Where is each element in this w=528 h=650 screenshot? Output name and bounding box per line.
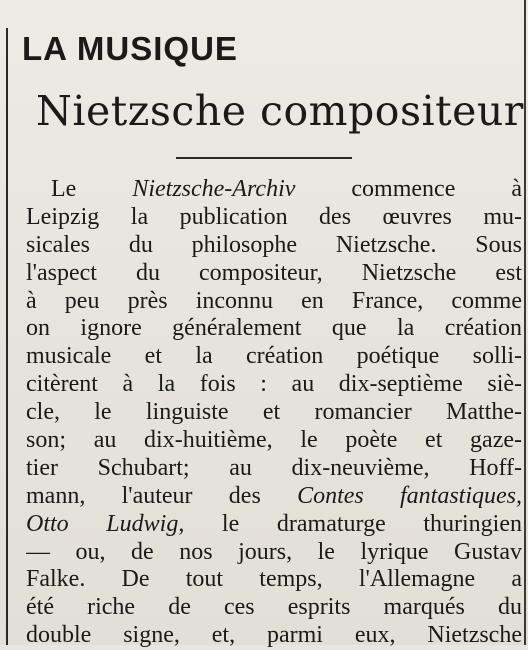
body-line xyxy=(26,455,522,483)
section-rubric: LA MUSIQUE xyxy=(22,30,238,67)
text-segment: à peu près inconnu en France, comme xyxy=(26,287,522,314)
italic-text: Contes fantastiques, xyxy=(297,482,522,509)
text-segment: musicale et la création poétique solli- xyxy=(26,343,522,370)
text-segment: mann, l'auteur des xyxy=(26,482,298,509)
text-segment: Le xyxy=(51,176,133,202)
body-line xyxy=(26,232,522,260)
body-line xyxy=(26,511,522,539)
text-segment: tier Schubart; au dix-neuvième, Hoff- xyxy=(26,454,522,481)
column-rule-left xyxy=(6,28,8,645)
body-line xyxy=(26,288,522,316)
body-line xyxy=(26,566,522,594)
body-line xyxy=(26,539,522,567)
body-line xyxy=(26,260,522,288)
text-segment: citèrent à la fois : au dix-septième siè- xyxy=(26,371,522,398)
text-segment: commence à xyxy=(295,176,522,202)
body-line xyxy=(26,622,522,650)
body-line xyxy=(26,594,522,622)
text-segment: le dramaturge thuringien xyxy=(184,510,522,537)
headline-divider xyxy=(176,157,352,159)
article-headline: Nietzsche compositeur xyxy=(36,87,524,135)
text-segment: l'aspect du compositeur, Nietzsche est xyxy=(26,259,522,286)
text-segment: on ignore généralement que la création xyxy=(26,315,522,342)
text-segment: son; au dix-huitième, le poète et gaze- xyxy=(26,427,522,454)
body-line xyxy=(26,176,522,204)
body-line xyxy=(26,427,522,455)
text-segment: double signe, et, parmi eux, Nietzsche xyxy=(26,622,522,649)
body-line xyxy=(26,315,522,343)
text-segment: été riche de ces esprits marqués du xyxy=(26,594,522,621)
text-segment: sicales du philosophe Nietzsche. Sous xyxy=(26,231,522,258)
italic-text: Otto Ludwig, xyxy=(26,510,185,537)
text-segment: Falke. De tout temps, l'Allemagne a xyxy=(26,566,522,593)
text-segment: — ou, de nos jours, le lyrique Gustav xyxy=(26,538,522,565)
body-line xyxy=(26,204,522,232)
article-body xyxy=(26,176,522,650)
body-line xyxy=(26,343,522,371)
body-line xyxy=(26,399,522,427)
text-segment: cle, le linguiste et romancier Matthe- xyxy=(26,399,522,426)
body-line xyxy=(26,371,522,399)
column-rule-right xyxy=(524,0,526,645)
body-line xyxy=(26,483,522,511)
text-segment: Leipzig la publication des œuvres mu- xyxy=(26,203,522,230)
italic-text: Nietzsche-Archiv xyxy=(132,176,296,202)
